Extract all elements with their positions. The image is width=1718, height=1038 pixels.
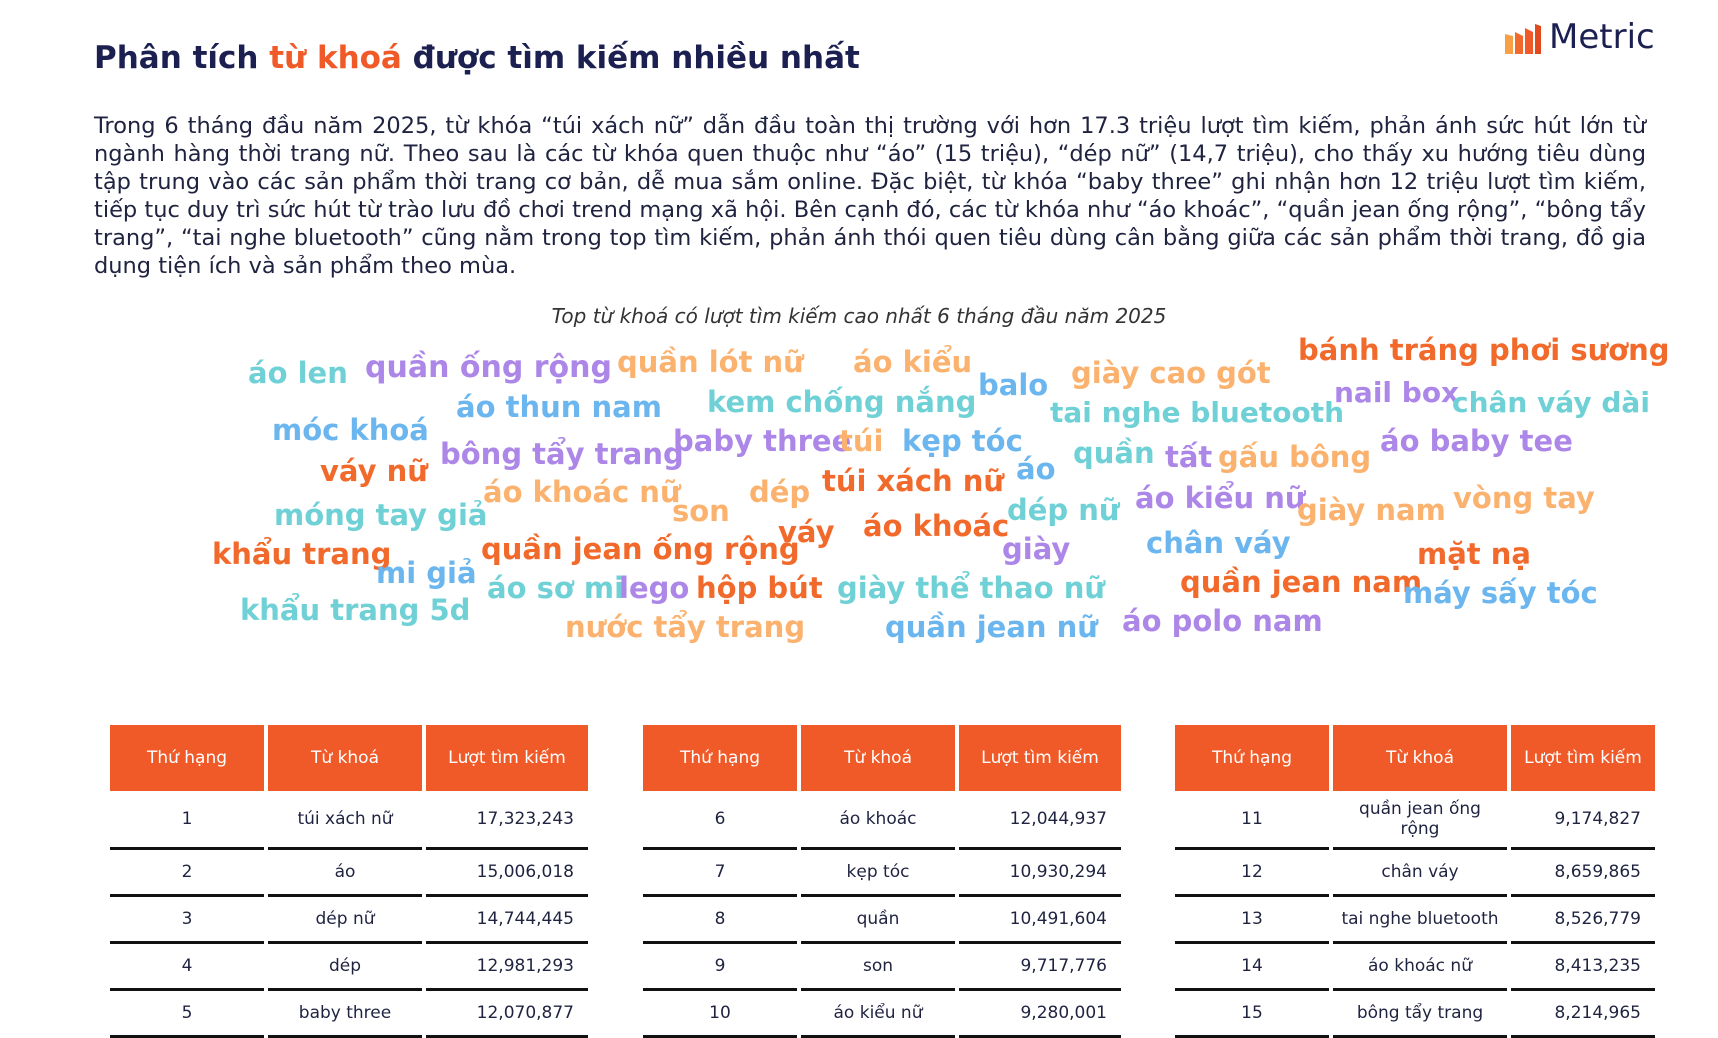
table-row <box>1175 944 1655 991</box>
rank-cell: 7 <box>643 850 797 897</box>
cloud-word: kẹp tóc <box>902 424 1023 458</box>
searches-cell: 15,006,018 <box>426 850 588 897</box>
rank-cell: 3 <box>110 897 264 944</box>
searches-cell: 9,280,001 <box>959 991 1121 1038</box>
keyword-cell: áo khoác <box>801 791 955 850</box>
cloud-word: móng tay giả <box>274 498 488 532</box>
cloud-word: máy sấy tóc <box>1403 576 1598 610</box>
cloud-word: túi <box>839 424 884 458</box>
cloud-word: chân váy dài <box>1452 386 1650 419</box>
cloud-word: giày thể thao nữ <box>837 571 1106 605</box>
cloud-word: áo khoác nữ <box>483 475 681 509</box>
keyword-cell: tai nghe bluetooth <box>1333 897 1507 944</box>
cloud-word: bông tẩy trang <box>440 437 684 471</box>
cloud-word: mi giả <box>376 556 477 590</box>
searches-cell: 8,413,235 <box>1511 944 1655 991</box>
bar-chart-logo-icon <box>1505 24 1541 54</box>
searches-cell: 17,323,243 <box>426 791 588 850</box>
page-title <box>94 40 860 76</box>
cloud-word: váy <box>778 515 835 549</box>
rank-cell: 5 <box>110 991 264 1038</box>
rank-cell: 6 <box>643 791 797 850</box>
rank-cell: 9 <box>643 944 797 991</box>
keyword-cell: kẹp tóc <box>801 850 955 897</box>
rank-cell: 14 <box>1175 944 1329 991</box>
cloud-word: tất <box>1165 440 1213 474</box>
cloud-word: váy nữ <box>320 454 428 488</box>
rank-cell: 13 <box>1175 897 1329 944</box>
cloud-caption: Top từ khoá có lượt tìm kiếm cao nhất 6 tháng đầu năm 2025 <box>551 304 1167 328</box>
keyword-cell: son <box>801 944 955 991</box>
cloud-word: quần ống rộng <box>365 350 613 385</box>
table-row <box>643 791 1121 850</box>
table-row <box>110 791 588 850</box>
rank-cell: 11 <box>1175 791 1329 850</box>
cloud-word: khẩu trang 5d <box>240 593 471 627</box>
title-highlight: từ khoá <box>269 40 402 76</box>
table-row <box>643 897 1121 944</box>
header-keyword: Từ khoá <box>801 725 955 791</box>
cloud-word: áo sơ mi <box>487 571 625 605</box>
header-searches: Lượt tìm kiếm <box>959 725 1121 791</box>
header-keyword: Từ khoá <box>1333 725 1507 791</box>
searches-cell: 12,981,293 <box>426 944 588 991</box>
table-row <box>110 944 588 991</box>
table-row <box>643 850 1121 897</box>
searches-cell: 12,070,877 <box>426 991 588 1038</box>
brand-name: Metric <box>1549 17 1655 57</box>
intro-paragraph: Trong 6 tháng đầu năm 2025, từ khóa “túi xách nữ” dẫn đầu toàn thị trường với hơn 17.3 triệu lượt tìm kiếm, phản ánh sức hút lớn từ ngành hàng thời trang nữ. Theo sau là các từ khóa quen thuộc như “áo” (15 triệu), “dép nữ” (14,7 triệu), cho thấy xu hướng tiêu dùng tập trung vào các sản phẩm thời trang cơ bản, dễ mua sắm online. Đặc biệt, từ khóa “baby three” ghi nhận hơn 12 triệu lượt tìm kiếm, tiếp tục duy trì sức hút từ trào lưu đồ chơi trend mạng xã hội. Bên cạnh đó, các từ khóa như “áo khoác”, “quần jean ống rộng”, “bông tẩy trang”, “tai nghe bluetooth” cũng nằm trong top tìm kiếm, phản ánh thói quen tiêu dùng cân bằng giữa các sản phẩm thời trang, đồ gia dụng tiện ích và sản phẩm theo mùa. <box>94 113 1646 279</box>
keyword-cell: áo khoác nữ <box>1333 944 1507 991</box>
ranking-table-1 <box>106 725 592 1038</box>
cloud-word: giày <box>1002 532 1071 566</box>
cloud-word: dép <box>749 475 811 509</box>
table-row <box>110 897 588 944</box>
rank-cell: 12 <box>1175 850 1329 897</box>
cloud-word: son <box>672 494 730 528</box>
keyword-cell: chân váy <box>1333 850 1507 897</box>
header-searches: Lượt tìm kiếm <box>1511 725 1655 791</box>
header-searches: Lượt tìm kiếm <box>426 725 588 791</box>
title-suffix: được tìm kiếm nhiều nhất <box>401 40 860 76</box>
keyword-cell: bông tẩy trang <box>1333 991 1507 1038</box>
cloud-word: áo <box>1016 452 1056 486</box>
table-row <box>643 991 1121 1038</box>
cloud-word: quần jean nam <box>1180 565 1423 599</box>
cloud-word: hộp bút <box>696 571 823 605</box>
header-rank: Thứ hạng <box>110 725 264 791</box>
cloud-word: áo len <box>248 356 348 390</box>
rank-cell: 1 <box>110 791 264 850</box>
cloud-word: baby three <box>673 424 852 458</box>
cloud-word: balo <box>978 368 1049 402</box>
keyword-cell: baby three <box>268 991 422 1038</box>
brand-logo <box>1505 17 1655 57</box>
cloud-word: móc khoá <box>272 413 429 447</box>
ranking-table-2 <box>639 725 1125 1038</box>
rank-cell: 10 <box>643 991 797 1038</box>
keyword-cell: dép nữ <box>268 897 422 944</box>
searches-cell: 12,044,937 <box>959 791 1121 850</box>
rank-cell: 4 <box>110 944 264 991</box>
table-row <box>1175 897 1655 944</box>
header-rank: Thứ hạng <box>643 725 797 791</box>
cloud-word: mặt nạ <box>1417 537 1531 571</box>
searches-cell: 9,717,776 <box>959 944 1121 991</box>
cloud-word: quần <box>1073 436 1155 470</box>
cloud-word: túi xách nữ <box>822 464 1005 498</box>
searches-cell: 8,214,965 <box>1511 991 1655 1038</box>
cloud-word: áo thun nam <box>456 390 662 424</box>
keyword-cell: quần <box>801 897 955 944</box>
table-row <box>1175 850 1655 897</box>
cloud-word: chân váy <box>1146 526 1291 560</box>
searches-cell: 8,526,779 <box>1511 897 1655 944</box>
keyword-cell: dép <box>268 944 422 991</box>
cloud-word: áo khoác <box>863 509 1010 543</box>
header-rank: Thứ hạng <box>1175 725 1329 791</box>
searches-cell: 10,491,604 <box>959 897 1121 944</box>
cloud-word: nước tẩy trang <box>565 610 806 644</box>
searches-cell: 9,174,827 <box>1511 791 1655 850</box>
table-row <box>110 991 588 1038</box>
header-keyword: Từ khoá <box>268 725 422 791</box>
rank-cell: 8 <box>643 897 797 944</box>
cloud-word: áo baby tee <box>1380 424 1573 458</box>
cloud-word: nail box <box>1334 376 1460 409</box>
cloud-word: kem chống nắng <box>707 385 977 419</box>
keyword-cell: quần jean ống rộng <box>1333 791 1507 850</box>
rank-cell: 15 <box>1175 991 1329 1038</box>
cloud-word: tai nghe bluetooth <box>1050 396 1345 429</box>
cloud-word: áo kiểu nữ <box>1135 481 1306 515</box>
table-row <box>1175 791 1655 850</box>
cloud-word: lego <box>619 571 690 605</box>
searches-cell: 8,659,865 <box>1511 850 1655 897</box>
searches-cell: 14,744,445 <box>426 897 588 944</box>
keyword-cell: túi xách nữ <box>268 791 422 850</box>
table-row <box>110 850 588 897</box>
searches-cell: 10,930,294 <box>959 850 1121 897</box>
cloud-word: khẩu trang <box>212 537 392 571</box>
cloud-word: giày nam <box>1297 493 1446 527</box>
cloud-word: quần jean ống rộng <box>481 532 800 566</box>
cloud-word: giày cao gót <box>1071 356 1271 390</box>
title-prefix: Phân tích <box>94 40 270 76</box>
cloud-word: dép nữ <box>1007 493 1120 527</box>
cloud-word: bánh tráng phơi sương <box>1298 333 1670 367</box>
cloud-word: áo polo nam <box>1122 604 1323 638</box>
ranking-table-3 <box>1171 725 1659 1038</box>
keyword-cell: áo kiểu nữ <box>801 991 955 1038</box>
rank-cell: 2 <box>110 850 264 897</box>
table-row <box>1175 991 1655 1038</box>
cloud-word: áo kiểu <box>853 345 973 379</box>
table-row <box>643 944 1121 991</box>
cloud-word: quần jean nữ <box>885 610 1098 644</box>
keyword-cell: áo <box>268 850 422 897</box>
cloud-word: gấu bông <box>1218 440 1372 474</box>
cloud-word: quần lót nữ <box>617 345 804 379</box>
cloud-word: vòng tay <box>1453 481 1595 515</box>
